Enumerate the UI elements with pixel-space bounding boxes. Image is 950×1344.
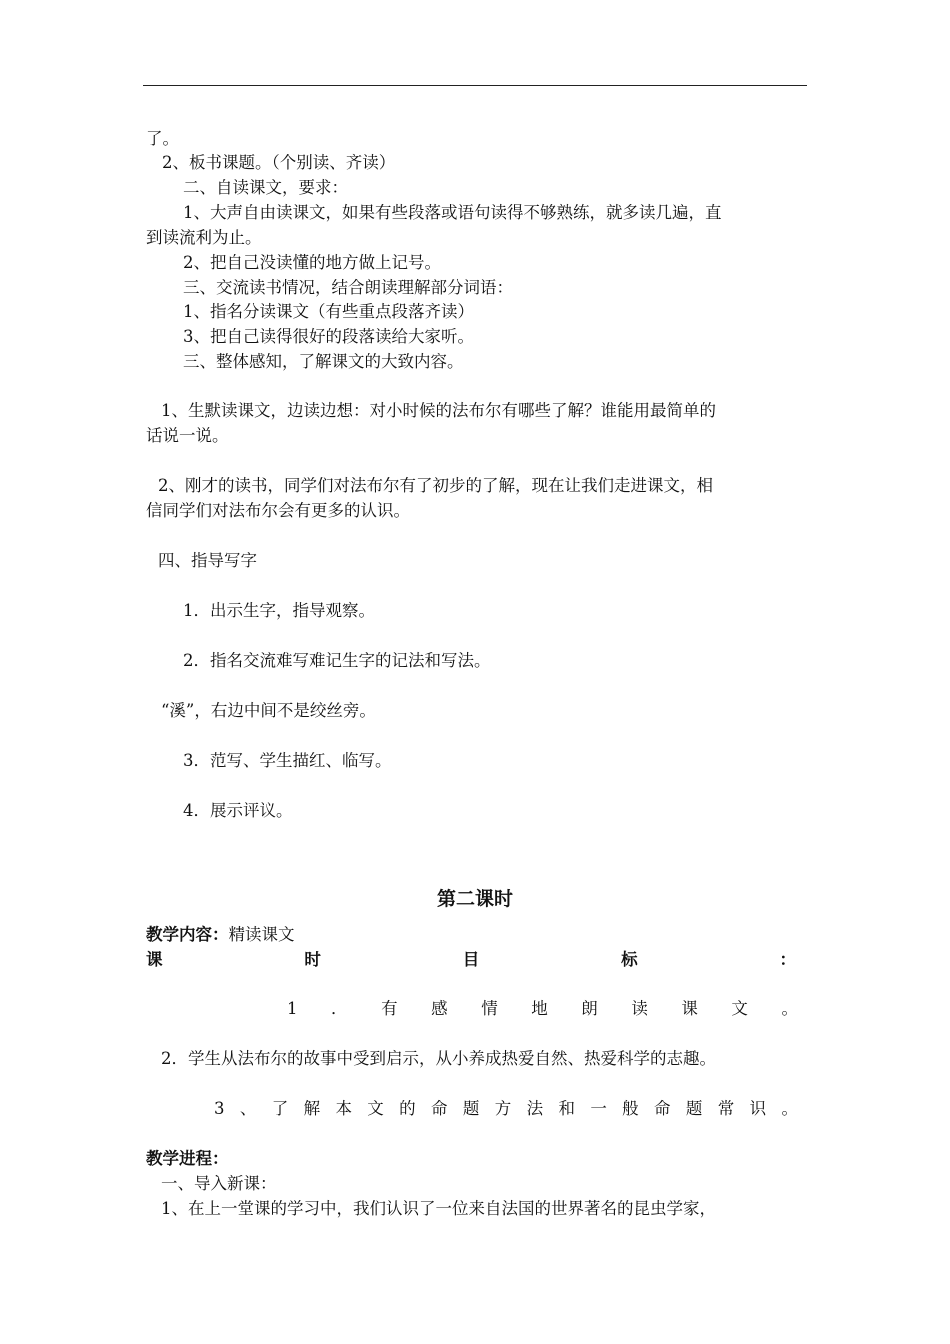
goal-3-char: 、 [239, 1099, 257, 1118]
goal-3-char: 一 [590, 1099, 607, 1118]
text-line: 3、把自己读得很好的段落读给大家听。 [183, 327, 474, 346]
goal-1-char: 1 [287, 999, 298, 1018]
text-line: 信同学们对法布尔会有更多的认识。 [146, 501, 410, 520]
goals-heading [146, 948, 796, 972]
goal-3-char: 了 [271, 1099, 289, 1118]
goal-2: 2．学生从法布尔的故事中受到启示，从小养成热爱自然、热爱科学的志趣。 [161, 1049, 716, 1068]
goal-3-char: 命 [654, 1099, 671, 1118]
goal-3-char: 命 [431, 1099, 448, 1118]
text-line: 四、指导写字 [158, 551, 257, 570]
goal-3-char: 3 [214, 1099, 225, 1118]
goal-3-char: 本 [335, 1099, 352, 1118]
goals-heading-char: 目 [462, 950, 480, 969]
text-line: 二、自读课文，要求： [183, 178, 348, 197]
text-line: 2．指名交流难写难记生字的记法和写法。 [183, 651, 491, 670]
goal-1 [287, 997, 798, 1021]
goal-3-char: 题 [685, 1099, 703, 1118]
goals-heading-char: 标 [621, 950, 638, 969]
goal-3-char: 的 [399, 1099, 416, 1118]
goal-1-char: 地 [531, 999, 548, 1018]
text-line: 1．出示生字，指导观察。 [183, 601, 375, 620]
text-line: 三、整体感知，了解课文的大致内容。 [183, 352, 464, 371]
goal-1-char: 读 [631, 999, 648, 1018]
content-line [146, 923, 295, 947]
goals-heading-char: 课 [146, 950, 163, 969]
text-line: 话说一说。 [146, 426, 229, 445]
goal-1-char: 课 [681, 999, 698, 1018]
text-line: 三、交流读书情况，结合朗读理解部分词语： [183, 278, 513, 297]
goal-1-char: 文 [731, 999, 748, 1018]
section-title: 第二课时 [436, 888, 513, 910]
process-line: 1、在上一堂课的学习中，我们认识了一位来自法国的世界著名的昆虫学家， [161, 1199, 716, 1218]
goal-3-char: 题 [462, 1099, 480, 1118]
goal-3-char: 常 [717, 1099, 735, 1118]
goals-heading-char: ： [779, 950, 796, 969]
goal-3-char: 文 [367, 1099, 384, 1118]
goal-3 [214, 1097, 798, 1121]
text-line: “溪”，右边中间不是绞丝旁。 [161, 701, 376, 720]
text-line: 4．展示评议。 [183, 801, 293, 820]
text-line: 2、板书课题。（个别读、齐读） [162, 153, 396, 172]
content-label: 教学内容： [146, 925, 229, 944]
content-value: 精读课文 [228, 925, 295, 944]
text-line: 1、生默读课文，边读边想：对小时候的法布尔有哪些了解？谁能用最简单的 [161, 401, 716, 420]
goal-3-char: 解 [303, 1099, 321, 1118]
process-line: 一、导入新课： [161, 1174, 277, 1193]
goal-3-char: 方 [494, 1099, 512, 1118]
text-line: 到读流利为止。 [146, 228, 262, 247]
goal-1-char: 朗 [581, 999, 598, 1018]
goal-1-char: 。 [781, 999, 798, 1018]
text-line: 3．范写、学生描红、临写。 [183, 751, 392, 770]
header-rule [143, 85, 807, 86]
goal-1-char: ． [331, 999, 348, 1018]
text-line: 1、指名分读课文（有些重点段落齐读） [183, 302, 474, 321]
text-line: 了。 [146, 129, 179, 148]
goal-3-char: 识 [749, 1099, 767, 1118]
goals-heading-char: 时 [304, 950, 321, 969]
goal-3-char: 和 [558, 1099, 575, 1118]
goal-3-char: 。 [781, 1099, 798, 1118]
text-line: 2、把自己没读懂的地方做上记号。 [183, 253, 441, 272]
goal-3-char: 法 [526, 1099, 544, 1118]
goal-1-char: 感 [431, 999, 448, 1018]
text-line: 2、刚才的读书，同学们对法布尔有了初步的了解，现在让我们走进课文，相 [158, 476, 713, 495]
process-label: 教学进程： [146, 1149, 229, 1168]
goal-1-char: 有 [381, 999, 398, 1018]
text-line: 1、大声自由读课文，如果有些段落或语句读得不够熟练，就多读几遍，直 [183, 203, 722, 222]
goal-3-char: 般 [622, 1099, 639, 1118]
goal-1-char: 情 [481, 999, 498, 1018]
